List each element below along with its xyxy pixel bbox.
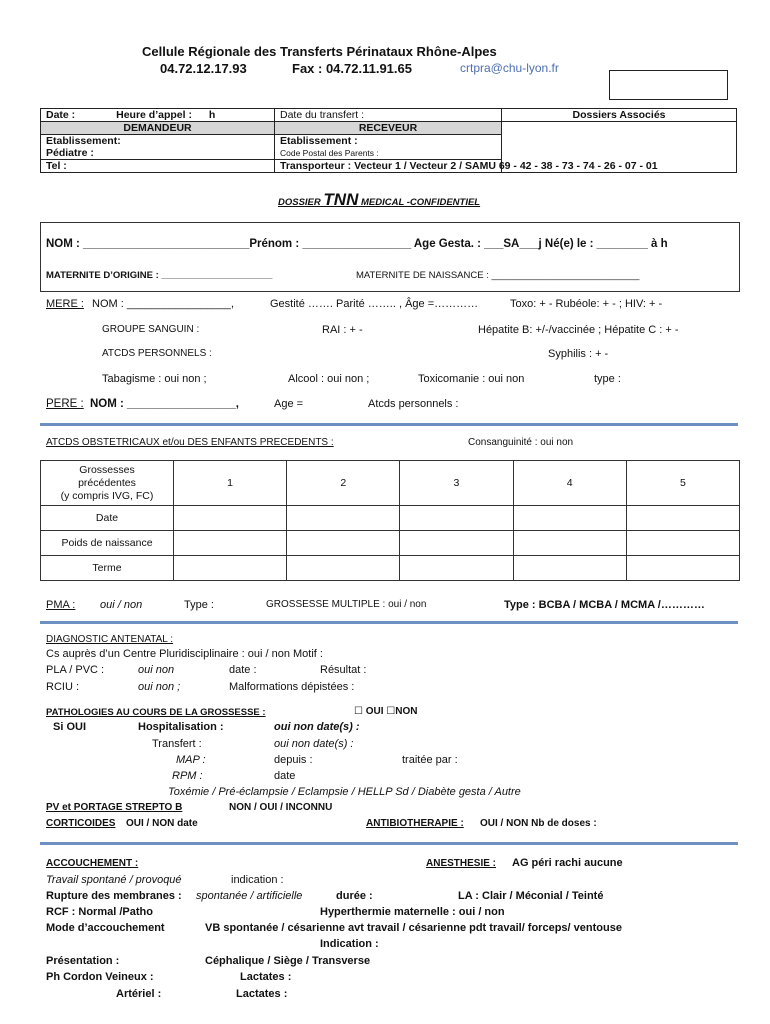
table-row: [41, 556, 740, 581]
maternite-naissance[interactable]: MATERNITE DE NAISSANCE : ____________________________: [356, 270, 640, 281]
mode-indication[interactable]: Indication :: [320, 938, 379, 950]
pma-type[interactable]: Type :: [184, 599, 214, 611]
phone-number: 04.72.12.17.93: [160, 61, 247, 76]
pere-atcds[interactable]: Atcds personnels :: [368, 398, 459, 410]
table-row: [41, 531, 740, 556]
ph-veineux[interactable]: Ph Cordon Veineux :: [46, 971, 154, 983]
table-cell[interactable]: [400, 531, 513, 556]
table-cell[interactable]: [400, 506, 513, 531]
pathologies-title: PATHOLOGIES AU COURS DE LA GROSSESSE :: [46, 707, 266, 718]
grossesses-header: Grossesses précédentes (y compris IVG, FC): [41, 461, 174, 506]
receveur-etab[interactable]: Etablissement : Code Postal des Parents :: [275, 135, 502, 160]
pere-nom[interactable]: NOM : _________________,: [90, 398, 239, 410]
hospitalisation-choice[interactable]: oui non date(s) :: [274, 721, 360, 733]
table-cell[interactable]: [626, 556, 739, 581]
hepatites[interactable]: Hépatite B: +/-/vaccinée ; Hépatite C : + -: [478, 324, 679, 336]
col-3-header: 3: [400, 461, 513, 506]
table-cell[interactable]: [626, 506, 739, 531]
row-label-terme: Terme: [41, 556, 174, 581]
mere-nom[interactable]: NOM : _________________,: [92, 298, 234, 310]
cs-centre[interactable]: Cs auprès d’un Centre Pluridisciplinaire : oui / non Motif :: [46, 648, 323, 660]
anesthesie-choice[interactable]: AG péri rachi aucune: [512, 857, 623, 869]
mode-accouchement-label: Mode d’accouchement: [46, 922, 165, 934]
obstetric-table: [40, 460, 740, 581]
grossesse-type[interactable]: Type : BCBA / MCBA / MCMA /…………: [504, 599, 705, 611]
mere-serologies[interactable]: Toxo: + - Rubéole: + - ; HIV: + -: [510, 298, 663, 310]
pla-date[interactable]: date :: [229, 664, 257, 676]
table-cell[interactable]: [174, 506, 287, 531]
presentation-label: Présentation :: [46, 955, 120, 967]
pla-label: PLA / PVC :: [46, 664, 105, 676]
col-5-header: 5: [626, 461, 739, 506]
corticoides-choice[interactable]: OUI / NON date: [126, 818, 198, 829]
hospitalisation-label: Hospitalisation :: [138, 721, 224, 733]
patient-identity-line[interactable]: NOM : __________________________Prénom : _________________ Age Gesta. : ___SA___j Né(e) le : ________ à h: [46, 238, 668, 250]
rupture-duree[interactable]: durée :: [336, 890, 373, 902]
pla-resultat[interactable]: Résultat :: [320, 664, 367, 676]
mode-accouchement-choice[interactable]: VB spontanée / césarienne avt travail / césarienne pdt travail/ forceps/ ventouse: [205, 922, 622, 934]
grossesse-multiple[interactable]: GROSSESSE MULTIPLE : oui / non: [266, 599, 427, 610]
section-divider: [40, 842, 738, 845]
email-link[interactable]: crtpra@chu-lyon.fr: [460, 61, 559, 75]
table-cell[interactable]: [400, 556, 513, 581]
pla-choice[interactable]: oui non: [138, 664, 175, 676]
date-cell[interactable]: Date : Heure d’appel : h: [41, 109, 275, 122]
dossier-title: DOSSIER TNN MEDICAL -CONFIDENTIEL: [278, 190, 481, 209]
toxemie-options[interactable]: Toxémie / Pré-éclampsie / Eclampsie / HELLP Sd / Diabète gesta / Autre: [168, 786, 521, 798]
toxicomanie-type[interactable]: type :: [594, 373, 621, 385]
rpm-date[interactable]: date: [274, 770, 296, 782]
table-cell[interactable]: [626, 531, 739, 556]
groupe-sanguin[interactable]: GROUPE SANGUIN :: [102, 324, 200, 335]
tabagisme[interactable]: Tabagisme : oui non ;: [102, 373, 207, 385]
section-divider: [40, 423, 738, 426]
pv-label: PV et PORTAGE STREPTO B: [46, 802, 183, 813]
atcds-obstetricaux-label: ATCDS OBSTETRICAUX et/ou DES ENFANTS PRECEDENTS :: [46, 437, 334, 448]
rciu-choice[interactable]: oui non ;: [138, 681, 181, 693]
alcool[interactable]: Alcool : oui non ;: [288, 373, 370, 385]
anesthesie-label: ANESTHESIE :: [426, 858, 497, 869]
row-label-poids: Poids de naissance: [41, 531, 174, 556]
pma-label: PMA :: [46, 599, 76, 611]
table-cell[interactable]: [174, 556, 287, 581]
fax-number: Fax : 04.72.11.91.65: [292, 61, 412, 76]
lactates-arteriel[interactable]: Lactates :: [236, 988, 288, 1000]
pere-age[interactable]: Age =: [274, 398, 304, 410]
pv-choice[interactable]: NON / OUI / INCONNU: [229, 802, 333, 813]
table-cell[interactable]: [513, 506, 626, 531]
transfer-date-cell[interactable]: Date du transfert :: [275, 109, 502, 122]
rupture-label: Rupture des membranes :: [46, 890, 182, 902]
col-1-header: 1: [174, 461, 287, 506]
liquide-amniotique[interactable]: LA : Clair / Méconial / Teinté: [458, 890, 604, 902]
map-depuis[interactable]: depuis :: [274, 754, 313, 766]
table-cell[interactable]: [287, 531, 400, 556]
travail-choice[interactable]: Travail spontané / provoqué: [46, 874, 182, 886]
transfert-choice[interactable]: oui non date(s) :: [274, 738, 354, 750]
table-cell[interactable]: [287, 506, 400, 531]
demandeur-header: DEMANDEUR: [41, 122, 275, 135]
section-divider: [40, 621, 738, 624]
hyperthermie[interactable]: Hyperthermie maternelle : oui / non: [320, 906, 505, 918]
transfert-label: Transfert :: [152, 738, 202, 750]
atcds-personnels[interactable]: ATCDS PERSONNELS :: [102, 348, 212, 359]
mere-gestite[interactable]: Gestité ……. Parité …….. , Âge =…………: [270, 298, 479, 310]
table-cell[interactable]: [513, 531, 626, 556]
consanguinite[interactable]: Consanguinité : oui non: [468, 437, 574, 448]
col-4-header: 4: [513, 461, 626, 506]
syphilis[interactable]: Syphilis : + -: [548, 348, 609, 360]
map-traitee[interactable]: traitée par :: [402, 754, 458, 766]
table-cell[interactable]: [513, 556, 626, 581]
id-box[interactable]: [609, 70, 728, 100]
tel-cell[interactable]: Tel :: [41, 160, 275, 173]
accouchement-title: ACCOUCHEMENT :: [46, 858, 139, 869]
patient-box: [40, 222, 740, 292]
antibiotherapie-label: ANTIBIOTHERAPIE :: [366, 818, 464, 829]
mere-label: MERE :: [46, 298, 84, 310]
demandeur-etab[interactable]: Etablissement: Pédiatre :: [41, 135, 275, 160]
presentation-choice[interactable]: Céphalique / Siège / Transverse: [205, 955, 371, 967]
toxicomanie[interactable]: Toxicomanie : oui non: [418, 373, 525, 385]
pathologies-checkboxes[interactable]: ☐ OUI ☐NON: [354, 706, 418, 717]
pma-choice[interactable]: oui / non: [100, 599, 143, 611]
col-2-header: 2: [287, 461, 400, 506]
malformations[interactable]: Malformations dépistées :: [229, 681, 355, 693]
map-label: MAP :: [176, 754, 206, 766]
receveur-header: RECEVEUR: [275, 122, 502, 135]
pere-label: PERE :: [46, 398, 84, 410]
transfer-table: [40, 108, 737, 173]
transporteur-cell[interactable]: Transporteur : Vecteur 1 / Vecteur 2 / SAMU 69 - 42 - 38 - 73 - 74 - 26 - 07 - 01: [275, 160, 737, 173]
rpm-label: RPM :: [172, 770, 203, 782]
table-row: [41, 506, 740, 531]
rciu-label: RCIU :: [46, 681, 79, 693]
maternite-origine[interactable]: MATERNITE D’ORIGINE : _____________________: [46, 270, 273, 281]
rcf-choice[interactable]: RCF : Normal /Patho: [46, 906, 153, 918]
si-oui-label: Si OUI: [53, 721, 87, 733]
diagnostic-title: DIAGNOSTIC ANTENATAL :: [46, 634, 174, 645]
lactates-veineux[interactable]: Lactates :: [240, 971, 292, 983]
antibiotherapie-choice[interactable]: OUI / NON Nb de doses :: [480, 818, 597, 829]
rai[interactable]: RAI : + -: [322, 324, 363, 336]
org-title: Cellule Régionale des Transferts Périnataux Rhône-Alpes: [142, 44, 497, 59]
corticoides-label: CORTICOIDES: [46, 818, 116, 829]
rupture-choice[interactable]: spontanée / artificielle: [196, 890, 303, 902]
row-label-date: Date: [41, 506, 174, 531]
table-cell[interactable]: [287, 556, 400, 581]
travail-indication[interactable]: indication :: [231, 874, 284, 886]
table-cell[interactable]: [174, 531, 287, 556]
ph-arteriel[interactable]: Artériel :: [116, 988, 162, 1000]
associated-files-header: Dossiers Associés: [502, 109, 737, 122]
